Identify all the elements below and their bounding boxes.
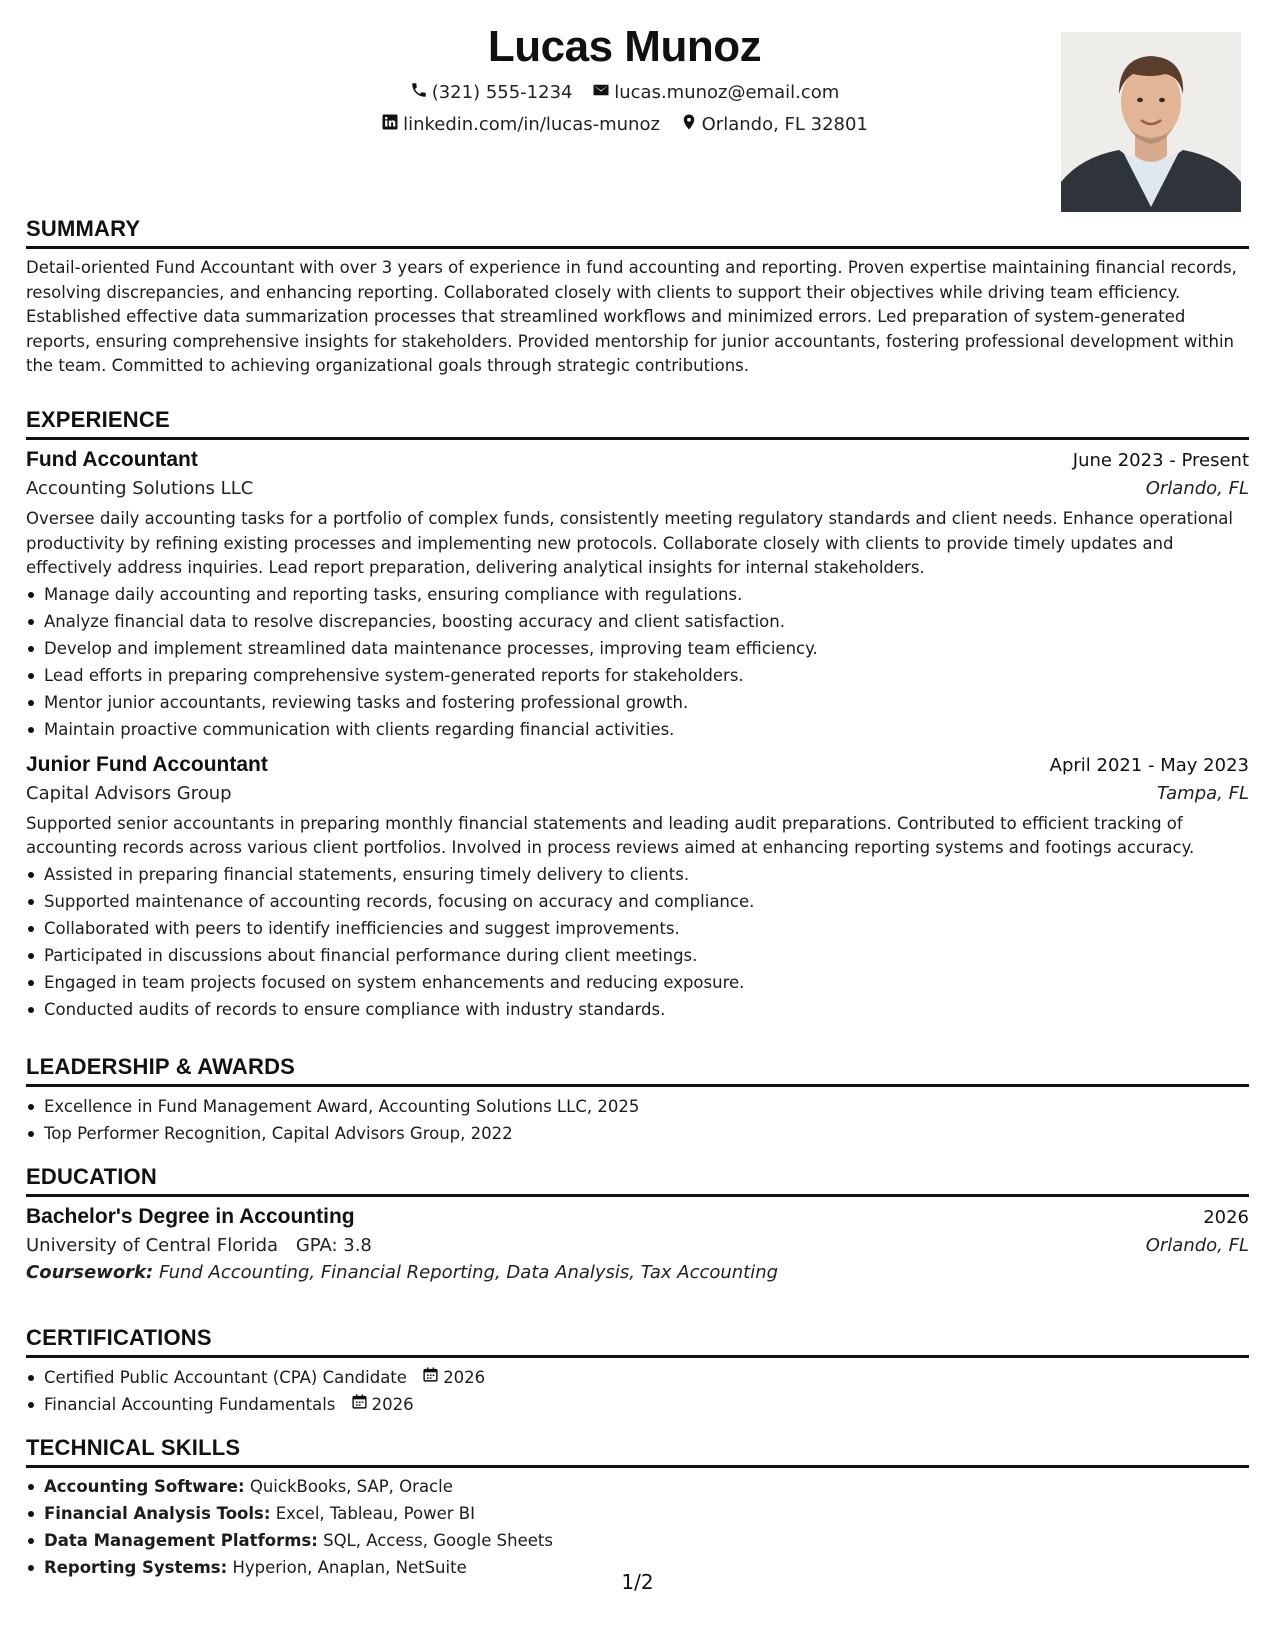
cert-name: Financial Accounting Fundamentals: [44, 1395, 336, 1414]
list-item: Analyze financial data to resolve discrepancies, boosting accuracy and client satisfaction.: [26, 608, 1249, 635]
job-dates: June 2023 - Present: [1072, 450, 1249, 471]
contact-row-1: [26, 81, 1223, 104]
job-company: Capital Advisors Group: [26, 782, 232, 804]
school-location: Orlando, FL: [1145, 1235, 1249, 1256]
job-subheader: [26, 478, 1249, 499]
section-divider: [26, 1355, 1249, 1358]
awards-list: [26, 1093, 1249, 1147]
phone-icon: [410, 81, 432, 104]
skill-label: Data Management Platforms:: [44, 1531, 318, 1550]
job-bullets: [26, 861, 1249, 1023]
list-item: Top Performer Recognition, Capital Advisors Group, 2022: [26, 1120, 1249, 1147]
list-item: Manage daily accounting and reporting tasks, ensuring compliance with regulations.: [26, 581, 1249, 608]
education-subheader: [26, 1235, 1249, 1256]
list-item: [26, 1527, 1249, 1554]
resume-header: [26, 22, 1223, 212]
section-divider: [26, 1084, 1249, 1087]
section-divider: [26, 246, 1249, 249]
envelope-icon: [592, 81, 614, 104]
list-item: [26, 1473, 1249, 1500]
list-item: [26, 1364, 1249, 1391]
skills-section: [26, 1435, 1249, 1581]
education-heading: EDUCATION: [26, 1164, 157, 1189]
summary-text: Detail-oriented Fund Accountant with over 3 years of experience in fund accounting and reporting. Proven expertise maintaining financial records, resolving discrepancies, and enhancing reporting. Collaborated closely with clients to support their objectives while driving team efficiency. Established effective data summarization processes that streamlined workflows and minimized errors. Led preparation of system-generated reports, ensuring comprehensive insights for stakeholders. Provided mentorship for junior accountants, fostering professional development within the team. Committed to achieving organizational goals through strategic contributions.: [26, 258, 1237, 375]
candidate-name: Lucas Munoz: [487, 22, 762, 71]
list-item: Excellence in Fund Management Award, Accounting Solutions LLC, 2025: [26, 1093, 1249, 1120]
coursework-list: Fund Accounting, Financial Reporting, Data Analysis, Tax Accounting: [158, 1262, 779, 1283]
skill-label: Reporting Systems:: [44, 1558, 228, 1577]
skill-label: Financial Analysis Tools:: [44, 1504, 271, 1523]
list-item: Supported maintenance of accounting records, focusing on accuracy and compliance.: [26, 888, 1249, 915]
section-divider: [26, 437, 1249, 440]
job-description: Oversee daily accounting tasks for a portfolio of complex funds, consistently meeting regulatory standards and client needs. Enhance operational productivity by refining existing processes and implementing new protocols. Collaborate closely with clients to provide timely updates and effectively address inquiries. Lead report preparation, delivering analytical insights for internal stakeholders.: [26, 509, 1233, 577]
contact-location: [680, 113, 868, 136]
awards-section: [26, 1054, 1249, 1147]
skills-list: [26, 1473, 1249, 1581]
skill-value: Hyperion, Anaplan, NetSuite: [232, 1558, 467, 1577]
linkedin-icon: [381, 113, 403, 136]
list-item: Conducted audits of records to ensure compliance with industry standards.: [26, 996, 1249, 1023]
job-header: [26, 448, 1249, 472]
linkedin-text: linkedin.com/in/lucas-munoz: [403, 114, 660, 135]
list-item: Participated in discussions about financial performance during client meetings.: [26, 942, 1249, 969]
coursework-line: [26, 1262, 1249, 1283]
location-text: Orlando, FL 32801: [701, 114, 868, 135]
cert-year: 2026: [443, 1368, 486, 1387]
contact-phone: [410, 81, 573, 104]
list-item: Engaged in team projects focused on system enhancements and reducing exposure.: [26, 969, 1249, 996]
education-section: [26, 1164, 1249, 1283]
phone-text: (321) 555-1234: [431, 82, 573, 103]
skill-value: Excel, Tableau, Power BI: [275, 1504, 475, 1523]
summary-section: [26, 216, 1249, 379]
list-item: Assisted in preparing financial statements, ensuring timely delivery to clients.: [26, 861, 1249, 888]
degree-title: Bachelor's Degree in Accounting: [26, 1205, 355, 1228]
page-number: 1/2: [621, 1570, 654, 1594]
job-entry: [26, 448, 1249, 743]
graduation-year: 2026: [1203, 1207, 1249, 1228]
section-divider: [26, 1465, 1249, 1468]
skill-value: SQL, Access, Google Sheets: [323, 1531, 553, 1550]
job-entry: [26, 753, 1249, 1023]
email-text: lucas.munoz@email.com: [614, 82, 840, 103]
profile-photo: [1061, 32, 1241, 212]
job-description: Supported senior accountants in preparing monthly financial statements and leading audit preparations. Contributed to efficient tracking of accounting records across various client portfolios. Involved in process reviews aimed at enhancing reporting systems and footings accuracy.: [26, 813, 1195, 857]
list-item: Mentor junior accountants, reviewing tasks and fostering professional growth.: [26, 689, 1249, 716]
gpa: GPA: 3.8: [295, 1235, 372, 1256]
experience-section: [26, 407, 1249, 1023]
summary-heading: SUMMARY: [26, 216, 141, 241]
list-item: Maintain proactive communication with clients regarding financial activities.: [26, 716, 1249, 743]
certifications-section: [26, 1325, 1249, 1418]
certifications-heading: CERTIFICATIONS: [26, 1325, 212, 1350]
job-title: Fund Accountant: [26, 448, 198, 471]
list-item: [26, 1391, 1249, 1418]
school-line: [26, 1235, 372, 1256]
certifications-list: [26, 1364, 1249, 1418]
job-location: Orlando, FL: [1145, 478, 1249, 499]
cert-name: Certified Public Accountant (CPA) Candidate: [44, 1368, 407, 1387]
job-subheader: [26, 783, 1249, 804]
map-pin-icon: [680, 113, 702, 136]
coursework-label: Coursework:: [26, 1262, 154, 1283]
skill-label: Accounting Software:: [44, 1477, 245, 1496]
calendar-icon: [422, 1364, 443, 1391]
contact-row-2: [26, 113, 1223, 136]
job-company: Accounting Solutions LLC: [26, 478, 254, 499]
job-dates: April 2021 - May 2023: [1049, 754, 1249, 776]
job-bullets: [26, 581, 1249, 743]
skills-heading: TECHNICAL SKILLS: [26, 1435, 241, 1460]
job-title: Junior Fund Accountant: [26, 752, 268, 776]
job-header: [26, 753, 1249, 777]
education-header: [26, 1205, 1249, 1229]
awards-heading: LEADERSHIP & AWARDS: [26, 1054, 296, 1079]
job-location: Tampa, FL: [1157, 782, 1249, 804]
calendar-icon: [351, 1391, 372, 1418]
contact-email[interactable]: [592, 81, 839, 104]
school-name: University of Central Florida: [26, 1235, 279, 1256]
list-item: Collaborated with peers to identify inefficiencies and suggest improvements.: [26, 915, 1249, 942]
list-item: Lead efforts in preparing comprehensive system-generated reports for stakeholders.: [26, 662, 1249, 689]
cert-year: 2026: [371, 1395, 414, 1414]
skill-value: QuickBooks, SAP, Oracle: [249, 1477, 453, 1496]
cert-date: [422, 1364, 485, 1391]
experience-heading: EXPERIENCE: [26, 407, 170, 432]
cert-date: [351, 1391, 414, 1418]
contact-linkedin[interactable]: [381, 113, 660, 136]
list-item: Develop and implement streamlined data maintenance processes, improving team efficiency.: [26, 635, 1249, 662]
section-divider: [26, 1194, 1249, 1197]
list-item: [26, 1500, 1249, 1527]
